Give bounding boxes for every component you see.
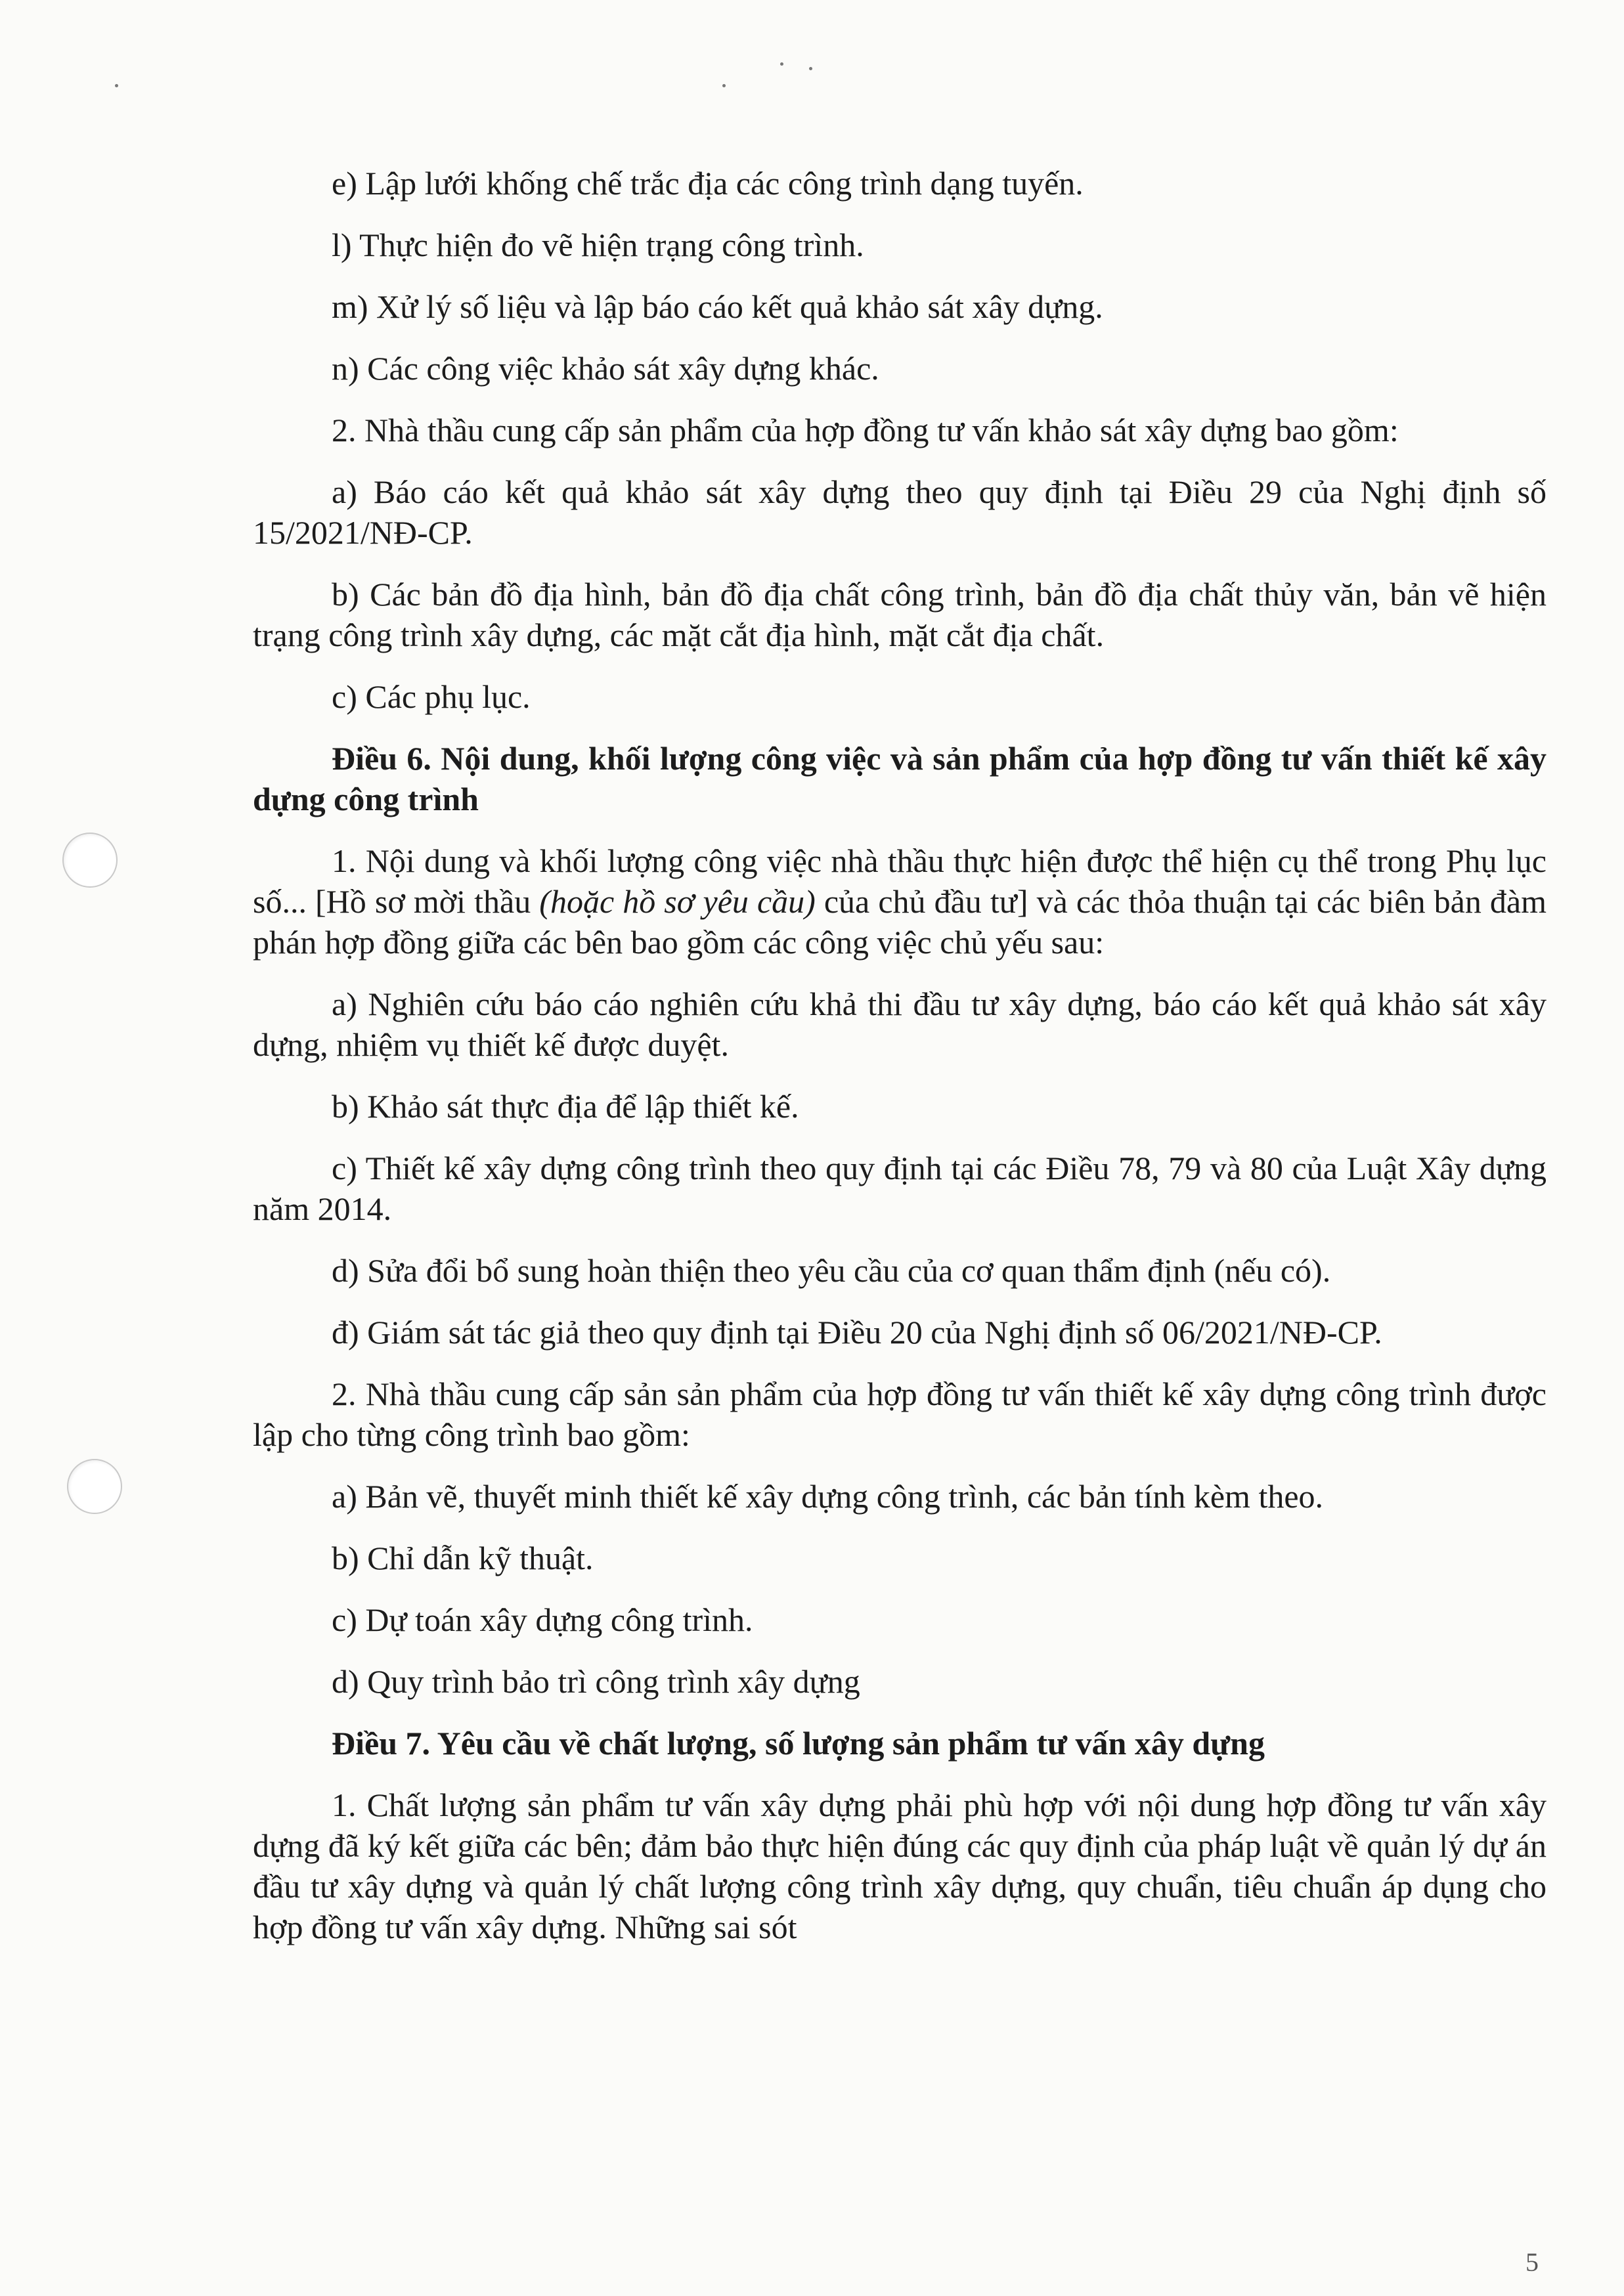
page-number: 5 — [1525, 2247, 1539, 2277]
clause-6-2: 2. Nhà thầu cung cấp sản sản phẩm của hợp đồng tư vấn thiết kế xây dựng công trình được lập cho từng công trình bao gồm: — [253, 1375, 1547, 1453]
item-6-2-b: b) Chỉ dẫn kỹ thuật. — [332, 1540, 594, 1576]
clause-6-1-italic: (hoặc hồ sơ yêu cầu) — [539, 883, 816, 920]
item-6-1-a: a) Nghiên cứu báo cáo nghiên cứu khả thi đầu tư xây dựng, báo cáo kết quả khảo sát xây dựng, nhiệm vụ thiết kế được duyệt. — [253, 986, 1547, 1063]
body-text — [253, 163, 1547, 1947]
scan-speck — [809, 67, 812, 70]
item-5-2-a: a) Báo cáo kết quả khảo sát xây dựng theo quy định tại Điều 29 của Nghị định số 15/2021/NĐ-CP. — [253, 473, 1547, 551]
item-m: m) Xử lý số liệu và lập báo cáo kết quả khảo sát xây dựng. — [332, 288, 1103, 325]
item-l: l) Thực hiện đo vẽ hiện trạng công trình. — [332, 227, 864, 263]
clause-5-2: 2. Nhà thầu cung cấp sản phẩm của hợp đồng tư vấn khảo sát xây dựng bao gồm: — [332, 412, 1399, 448]
scan-speck — [722, 84, 726, 87]
item-5-2-b: b) Các bản đồ địa hình, bản đồ địa chất công trình, bản đồ địa chất thủy văn, bản vẽ hiện trạng công trình xây dựng, các mặt cắt địa hình, mặt cắt địa chất. — [253, 576, 1547, 653]
punch-hole-bottom — [67, 1459, 122, 1514]
clause-6-1 — [253, 840, 1547, 963]
item-6-1-d: d) Sửa đổi bổ sung hoàn thiện theo yêu cầu của cơ quan thẩm định (nếu có). — [332, 1252, 1331, 1289]
item-6-1-dd: đ) Giám sát tác giả theo quy định tại Điều 20 của Nghị định số 06/2021/NĐ-CP. — [332, 1314, 1382, 1351]
punch-hole-top — [62, 833, 118, 888]
item-6-1-b: b) Khảo sát thực địa để lập thiết kế. — [332, 1088, 799, 1125]
scan-speck — [115, 84, 118, 87]
item-n: n) Các công việc khảo sát xây dựng khác. — [332, 350, 879, 387]
item-6-2-c: c) Dự toán xây dựng công trình. — [332, 1601, 753, 1638]
clause-6-1-text-b: của chủ đầu tư] và các thỏa thuận tại các biên bản đàm phán hợp đồng giữa các bên bao gồm các công việc chủ yếu sau: — [253, 883, 1547, 961]
article-6-heading: Điều 6. Nội dung, khối lượng công việc và sản phẩm của hợp đồng tư vấn thiết kế xây dựng công trình — [253, 740, 1547, 817]
item-6-1-c: c) Thiết kế xây dựng công trình theo quy định tại các Điều 78, 79 và 80 của Luật Xây dựng năm 2014. — [253, 1150, 1547, 1227]
item-6-2-a: a) Bản vẽ, thuyết minh thiết kế xây dựng công trình, các bản tính kèm theo. — [332, 1478, 1324, 1515]
scan-speck — [780, 62, 783, 66]
article-7-heading: Điều 7. Yêu cầu về chất lượng, số lượng sản phẩm tư vấn xây dựng — [332, 1725, 1265, 1762]
clause-6-1-text-a: 1. Nội dung và khối lượng công việc nhà thầu thực hiện được thể hiện cụ thể trong Phụ lục số... [Hồ sơ mời thầu — [253, 842, 1547, 920]
item-6-2-d: d) Quy trình bảo trì công trình xây dựng — [332, 1663, 860, 1700]
item-e: e) Lập lưới khống chế trắc địa các công trình dạng tuyến. — [332, 165, 1084, 202]
item-5-2-c: c) Các phụ lục. — [332, 678, 531, 715]
clause-7-1: 1. Chất lượng sản phẩm tư vấn xây dựng phải phù hợp với nội dung hợp đồng tư vấn xây dựng đã ký kết giữa các bên; đảm bảo thực hiện đúng các quy định của pháp luật về quản lý dự án đầu tư xây dựng và quản lý chất lượng công trình xây dựng, quy chuẩn, tiêu chuẩn áp dụng cho hợp đồng tư vấn xây dựng. Những sai sót — [253, 1787, 1547, 1945]
